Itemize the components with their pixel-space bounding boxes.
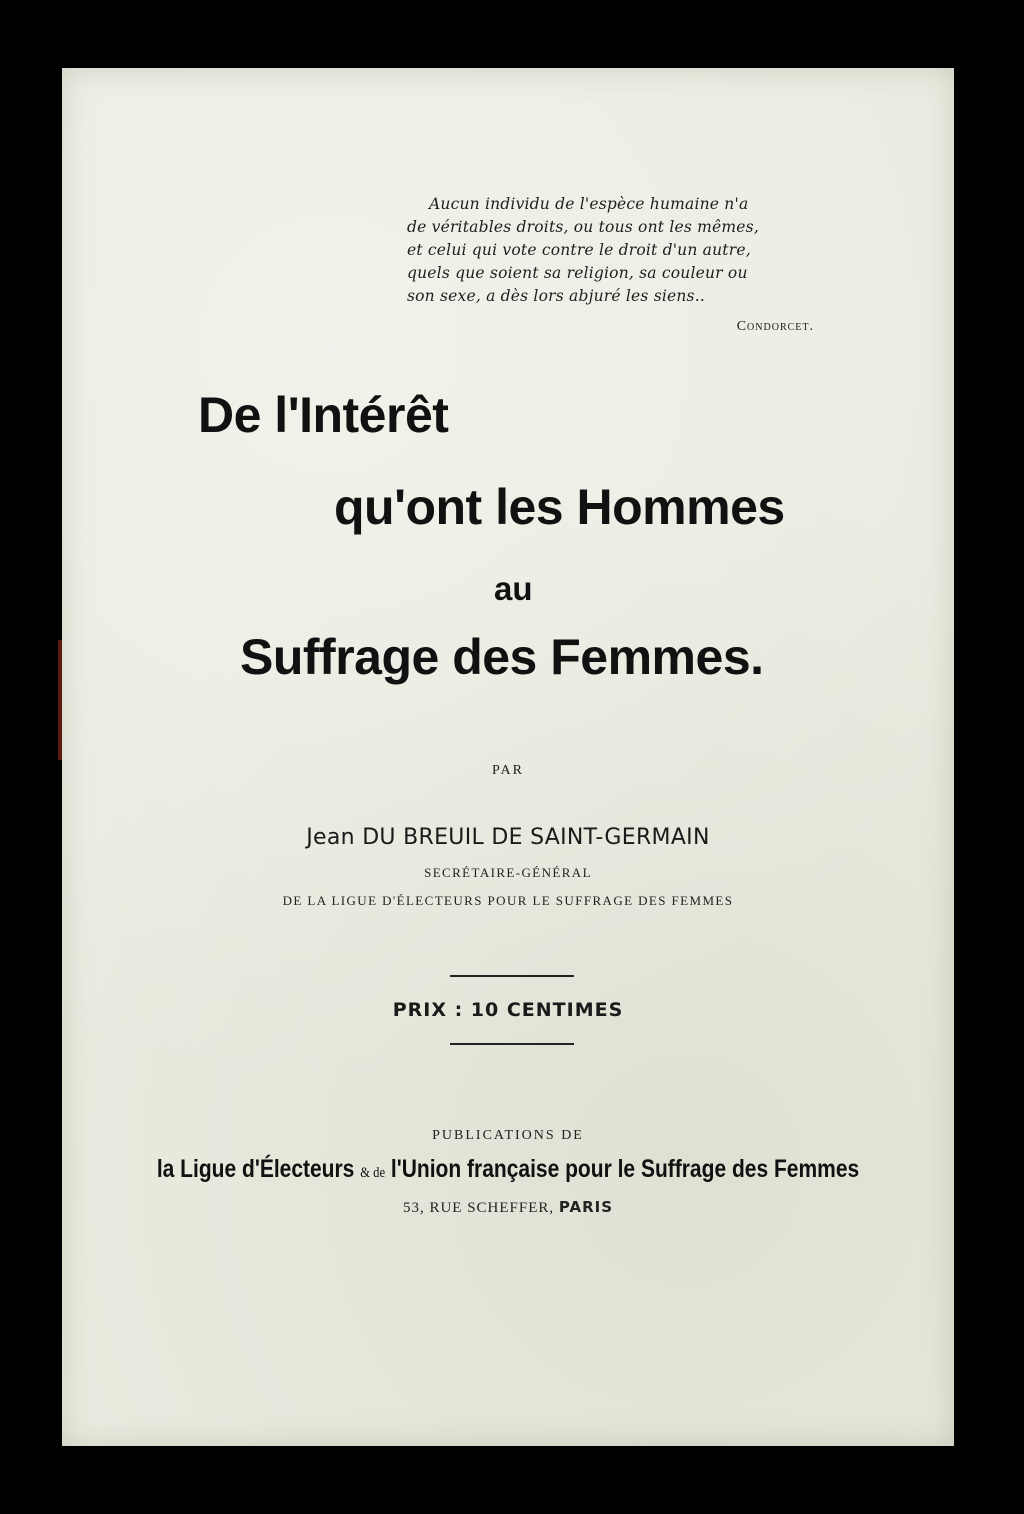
quote-line: Aucun individu de l'espèce humaine n'a (429, 195, 749, 213)
address-city: PARIS (558, 1198, 614, 1216)
epigraph-quote (407, 193, 835, 308)
title-line-3: au (494, 570, 533, 607)
quote-line: quels que soient sa religion, sa couleur ou (407, 264, 748, 282)
publisher-name (133, 1155, 882, 1184)
byline-par: PAR (492, 763, 524, 778)
publications-label: PUBLICATIONS DE (432, 1128, 584, 1143)
publisher-ampersand: & de (360, 1165, 386, 1181)
title-line-4: Suffrage des Femmes. (240, 629, 764, 685)
price-label: PRIX : 10 CENTIMES (392, 999, 624, 1021)
quote-line: son sexe, a dès lors abjuré les siens.. (407, 287, 705, 305)
author-role: SECRÉTAIRE-GÉNÉRAL (424, 865, 592, 880)
pamphlet-cover (62, 68, 954, 1446)
author-name: Jean DU BREUIL DE SAINT-GERMAIN (306, 825, 710, 850)
divider-bottom (450, 1043, 574, 1045)
publisher-address (62, 1198, 954, 1217)
publisher-name-part1: la Ligue d'Électeurs (156, 1155, 355, 1183)
author-organization: DE LA LIGUE D'ÉLECTEURS POUR LE SUFFRAGE DES FEMMES (282, 893, 734, 908)
address-street: 53, RUE SCHEFFER, (402, 1200, 555, 1216)
quote-line: de véritables droits, ou tous ont les mêmes, (407, 218, 759, 236)
quote-line: et celui qui vote contre le droit d'un autre, (407, 241, 751, 259)
divider-top (450, 975, 574, 977)
title-line-1: De l'Intérêt (198, 387, 449, 443)
title-line-2: qu'ont les Hommes (334, 479, 785, 535)
publisher-name-part2: l'Union française pour le Suffrage des Femmes (390, 1155, 860, 1183)
quote-author: Condorcet. (736, 319, 814, 334)
